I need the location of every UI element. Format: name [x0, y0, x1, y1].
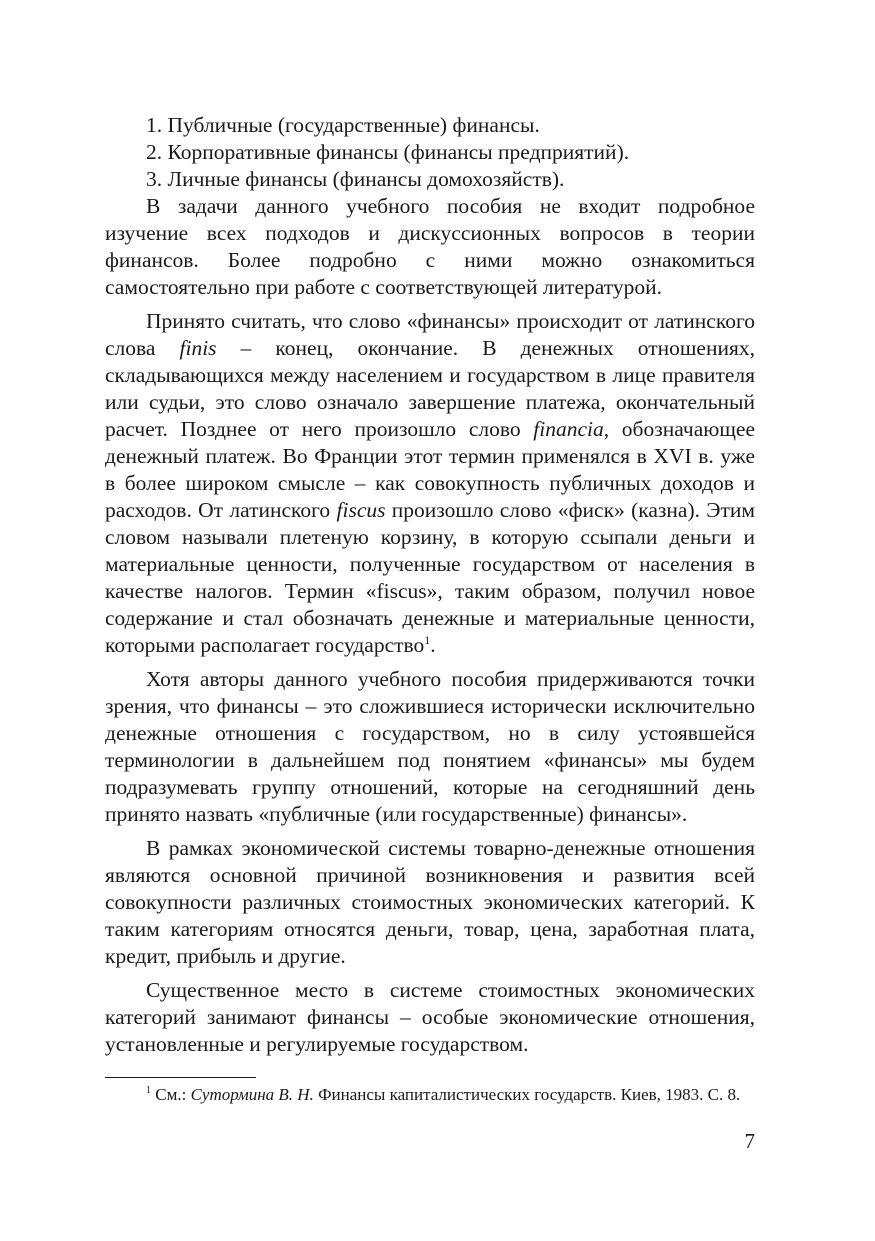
latin-term: financia	[533, 417, 604, 441]
latin-term: fiscus	[336, 498, 386, 522]
page-body	[105, 112, 755, 1065]
list-item: 3. Личные финансы (финансы домохозяйств).	[146, 167, 565, 191]
footnote-author: Сутормина В. Н.	[190, 1085, 314, 1104]
footnote-reference: 1	[424, 633, 431, 647]
paragraph: В рамках экономической системы товарно-денежные отношения являются основной причиной возникновения и развития всей совокупности различных стоимостных экономических категорий. К таким категориям относятся деньги, товар, цена, заработная плата, кредит, прибыль и другие.	[105, 836, 755, 968]
list-item: 2. Корпоративные финансы (финансы предприятий).	[146, 140, 630, 164]
paragraph: В задачи данного учебного пособия не входит подробное изучение всех подходов и дискуссионных вопросов в теории финансов. Более подробно с ними можно ознакомиться самостоятельно при работе с соответствующей литературой.	[105, 194, 755, 299]
footnote: $^1$ См.: Сутормина В. Н. Финансы капиталистических государств. Киев, 1983. С. 8.	[146, 1085, 741, 1104]
footnote-mark: 1	[146, 1085, 151, 1096]
page-number: 7	[744, 1129, 755, 1153]
paragraph: Принято считать, что слово «финансы» происходит от латинского слова finis – конец, окончание. В денежных отношениях, складывающихся между населением и государством в лице правителя или судьи, это слово означало завершение платежа, окончательный расчет. Позднее от него произошло слово financia, обозначающее денежный платеж. Во Франции этот термин применялся в XVI в. уже в более широком смысле – как совокупность публичных доходов и расходов. От латинского fiscus произошло слово «фиск» (казна). Этим словом называли плетеную корзину, в которую ссыпали деньги и материальные ценности, полученные государством от населения в качестве налогов. Термин «fiscus», таким образом, получил новое содержание и стал обозначать денежные и материальные ценности, которыми располагает государство$^1$.	[105, 309, 756, 657]
paragraph: Хотя авторы данного учебного пособия придерживаются точки зрения, что финансы – это сложившиеся исторически исключительно денежные отношения с государством, но в силу устоявшейся терминологии в дальнейшем под понятием «финансы» мы будем подразумевать группу отношений, которые на сегодняшний день принято назвать «публичные (или государственные) финансы».	[105, 667, 755, 826]
latin-term: finis	[179, 336, 217, 360]
paragraph: Существенное место в системе стоимостных экономических категорий занимают финансы – особые экономические отношения, установленные и регулируемые государством.	[105, 978, 755, 1056]
list-item: 1. Публичные (государственные) финансы.	[146, 113, 540, 137]
footnote-divider	[105, 1077, 256, 1078]
